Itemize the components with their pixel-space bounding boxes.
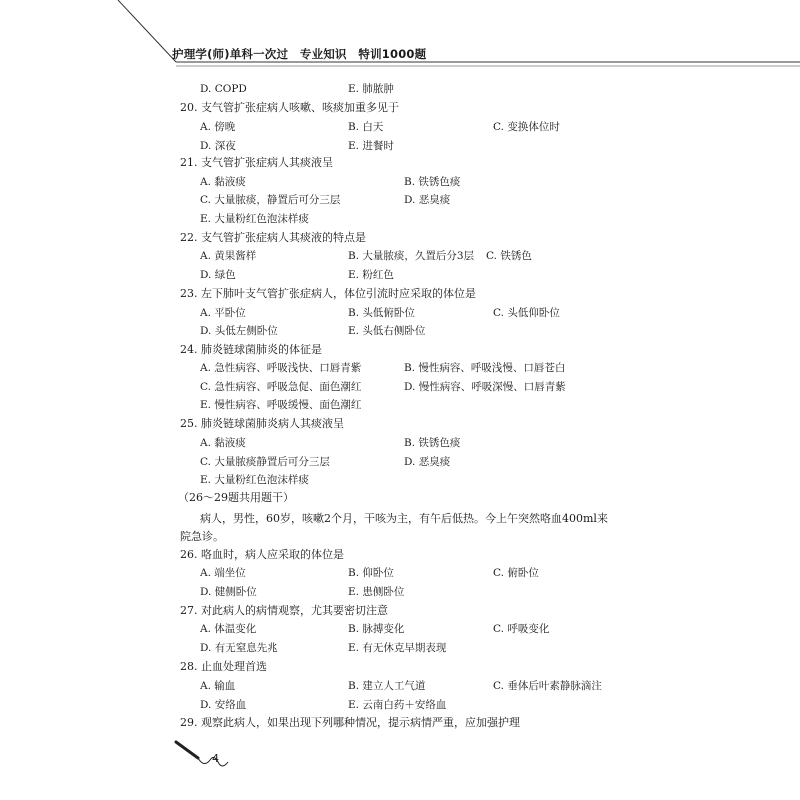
option: B. 仰卧位: [348, 567, 394, 579]
option: E. 慢性病容、呼吸缓慢、面色潮红: [200, 399, 362, 411]
option: C. 铁锈色: [486, 250, 532, 262]
option: D. 深夜: [200, 140, 236, 152]
option: B. 建立人工气道: [348, 680, 426, 692]
question-stem: 20. 支气管扩张症病人咳嗽、咳痰加重多见于: [180, 101, 399, 114]
question-stem: 29. 观察此病人，如果出现下列哪种情况，提示病情严重，应加强护理: [180, 716, 520, 729]
shared-stem-text: 院急诊。: [180, 530, 224, 543]
option: C. 大量脓痰，静置后可分三层: [200, 194, 341, 206]
option: C. 变换体位时: [493, 121, 560, 133]
question-stem: 23. 左下肺叶支气管扩张症病人，体位引流时应采取的体位是: [180, 287, 476, 300]
option: C. 头低仰卧位: [493, 307, 560, 319]
option: C. 急性病容、呼吸急促、面色潮红: [200, 381, 362, 393]
option: E. 患侧卧位: [348, 586, 405, 598]
option: D. 安络血: [200, 699, 247, 711]
option: A. 急性病容、呼吸浅快、口唇青紫: [200, 362, 362, 374]
question-stem: 26. 咯血时，病人应采取的体位是: [180, 548, 344, 561]
option: E. 大量粉红色泡沫样痰: [200, 474, 309, 486]
option: C. 垂体后叶素静脉滴注: [493, 680, 602, 692]
option: D. 恶臭痰: [404, 456, 451, 468]
option: B. 白天: [348, 121, 384, 133]
option: B. 脉搏变化: [348, 623, 405, 635]
option: A. 体温变化: [200, 623, 257, 635]
option: B. 铁锈色痰: [404, 437, 461, 449]
option: A. 傍晚: [200, 121, 236, 133]
option: E. 肺脓肿: [348, 83, 394, 95]
option: D. 恶臭痰: [404, 194, 451, 206]
option: B. 头低俯卧位: [348, 307, 415, 319]
option: A. 黏液痰: [200, 176, 246, 188]
option: D. 头低左侧卧位: [200, 325, 278, 337]
option: A. 黄果酱样: [200, 250, 257, 262]
question-stem: 25. 肺炎链球菌肺炎病人其痰液呈: [180, 417, 344, 430]
page-number: 4: [212, 752, 219, 765]
option: D. 慢性病容、呼吸深慢、口唇青紫: [404, 381, 566, 393]
option: E. 云南白药＋安络血: [348, 699, 447, 711]
option: E. 大量粉红色泡沫样痰: [200, 213, 309, 225]
option: D. COPD: [200, 83, 247, 95]
question-stem: 28. 止血处理首选: [180, 660, 267, 673]
question-stem: 24. 肺炎链球菌肺炎的体征是: [180, 343, 322, 356]
option: E. 头低右侧卧位: [348, 325, 426, 337]
shared-stem-text: 病人，男性，60岁，咳嗽2个月，干咳为主，有午后低热。今上午突然咯血400ml来: [200, 512, 608, 525]
header-title: 护理学(师)单科一次过 专业知识 特训1000题: [172, 47, 427, 61]
option: A. 平卧位: [200, 307, 246, 319]
option: D. 健侧卧位: [200, 586, 257, 598]
option: E. 粉红色: [348, 269, 394, 281]
option: B. 铁锈色痰: [404, 176, 461, 188]
option: A. 黏液痰: [200, 437, 246, 449]
option: D. 绿色: [200, 269, 236, 281]
option: B. 大量脓痰，久置后分3层: [348, 250, 475, 262]
option: E. 有无休克早期表现: [348, 642, 447, 654]
option: C. 呼吸变化: [493, 623, 550, 635]
question-stem: 22. 支气管扩张症病人其痰液的特点是: [180, 231, 366, 244]
option: B. 慢性病容、呼吸浅慢、口唇苍白: [404, 362, 566, 374]
option: A. 输血: [200, 680, 236, 692]
option: D. 有无窒息先兆: [200, 642, 278, 654]
question-stem: 27. 对此病人的病情观察，尤其要密切注意: [180, 604, 388, 617]
option: A. 端坐位: [200, 567, 246, 579]
shared-stem-heading: （26～29题共用题干）: [178, 491, 294, 504]
option: C. 俯卧位: [493, 567, 539, 579]
question-stem: 21. 支气管扩张症病人其痰液呈: [180, 156, 333, 169]
option: E. 进餐时: [348, 140, 394, 152]
option: C. 大量脓痰静置后可分三层: [200, 456, 330, 468]
